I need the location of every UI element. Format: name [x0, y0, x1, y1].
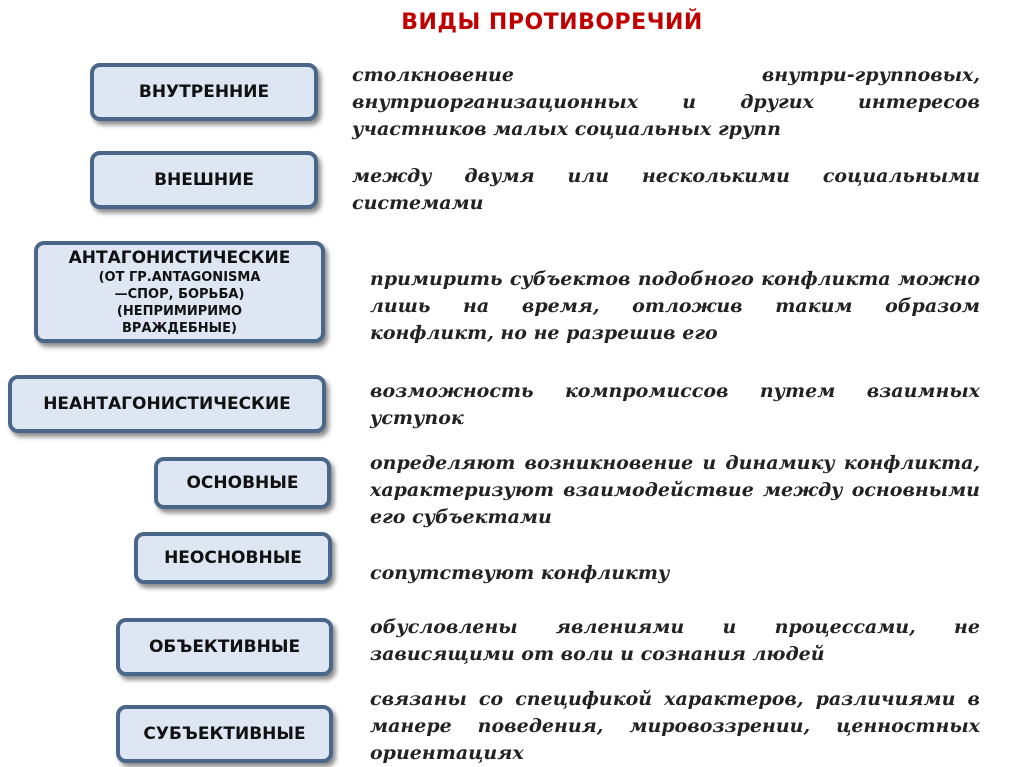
type-label: ОСНОВНЫЕ	[186, 472, 299, 493]
type-description: примирить субъектов подобного конфликта можно лишь на время, отложив таким образом конфликт, но не разрешив его	[370, 268, 980, 344]
type-label: ОБЪЕКТИВНЫЕ	[148, 636, 301, 657]
type-description: возможность компромиссов путем взаимных уступок	[370, 380, 980, 429]
type-sublabel: —СПОР, БОРЬБА)	[114, 286, 245, 302]
type-box-secondary	[134, 532, 332, 584]
type-box-objective	[116, 618, 333, 676]
type-description: между двумя или несколькими социальными системами	[352, 165, 980, 214]
type-description: сопутствуют конфликту	[370, 562, 670, 584]
type-label: НЕОСНОВНЫЕ	[164, 547, 302, 568]
type-label: АНТАГОНИСТИЧЕСКИЕ	[68, 247, 291, 268]
type-box-main	[154, 457, 331, 509]
type-box-antagonistic	[34, 241, 325, 343]
type-label: ВНЕШНИЕ	[154, 169, 254, 190]
type-sublabel: ВРАЖДЕБНЫЕ)	[122, 320, 237, 336]
type-label: СУБЪЕКТИВНЫЕ	[143, 723, 306, 744]
page-title: ВИДЫ ПРОТИВОРЕЧИЙ	[401, 10, 703, 35]
type-description: обусловлены явлениями и процессами, не зависящими от воли и сознания людей	[370, 616, 980, 665]
type-sublabel: (ОТ ГР.ANTAGONISMA	[98, 269, 261, 285]
type-sublabel: (НЕПРИМИРИМО	[116, 303, 243, 319]
type-box-internal	[90, 63, 318, 121]
type-box-non-antagonistic	[8, 375, 326, 433]
type-box-external	[90, 151, 318, 209]
type-description: столкновение внутри-групповых, внутриорганизационных и других интересов участников малых социальных групп	[352, 64, 980, 140]
type-label: ВНУТРЕННИЕ	[138, 81, 270, 102]
type-description: связаны со спецификой характеров, различиями в манере поведения, мировоззрении, ценностных ориентациях	[370, 688, 980, 764]
type-description: определяют возникновение и динамику конфликта, характеризуют взаимодействие между основными его субъектами	[370, 452, 980, 528]
type-box-subjective	[116, 705, 333, 763]
type-label: НЕАНТАГОНИСТИЧЕСКИЕ	[43, 393, 291, 414]
